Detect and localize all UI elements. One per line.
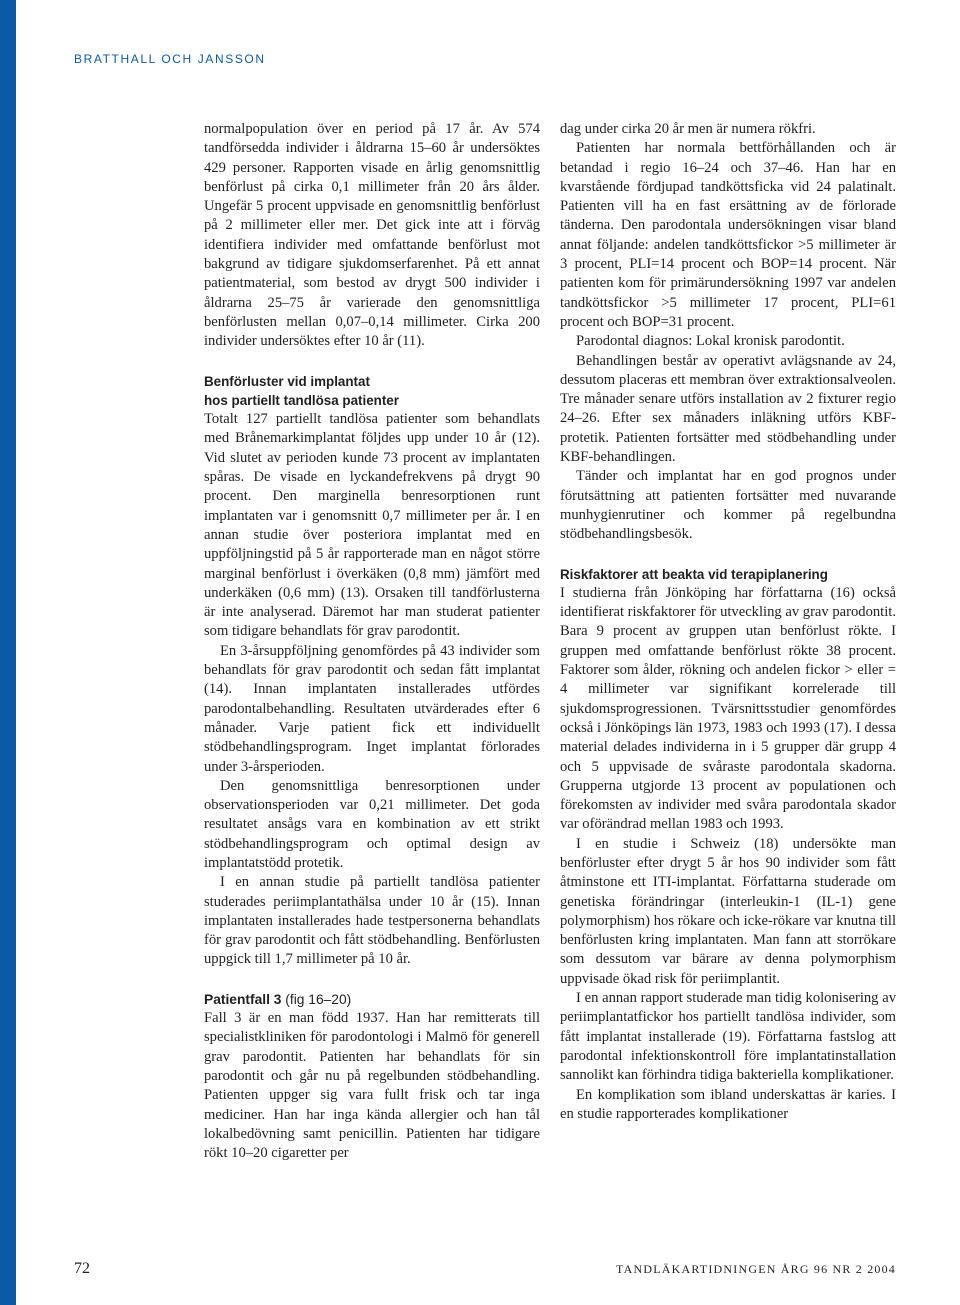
paragraph: normalpopulation över en period på 17 år. Av 574 tandförsedda individer i åldrarna 15–60 år undersöktes 429 personer. Rapporten visade en årlig genomsnittlig benförlust på cirka 0,1 millimeter från 20 års ålder. Ungefär 5 procent uppvisade en genomsnittlig benförlust på 2 millimeter eller mer. Det gick inte att i förväg identifiera individer med omfattande benförlust mot bakgrund av tidigare sjukdomserfarenhet. På ett annat patientmaterial, som bestod av drygt 500 individer i åldrarna 25–75 år varierade den genomsnittliga benförlusten mellan 0,07–0,14 millimeter. Cirka 200 individer undersöktes efter 10 år (11). bbox=[204, 121, 540, 350]
section-heading: Riskfaktorer att beakta vid terapiplanering bbox=[560, 566, 828, 582]
paragraph: En komplikation som ibland underskattas är karies. I en studie rapporterades komplikationer bbox=[560, 1086, 896, 1122]
paragraph: Patienten har normala bettförhållanden och är betandad i regio 16–24 och 37–46. Han har en kvarstående fördjupad tandköttsficka vid 24 palatinalt. Patienten vill ha en fast ersättning av de förlorade tänderna. Den parodontala undersökningen visar bland annat följande: andelen tandköttsfickor >5 millimeter är 3 procent, PLI=14 procent och BOP=14 procent. När patienten kom för primärundersökning 1997 var andelen tandköttsfickor >5 millimeter 17 procent, PLI=61 procent och BOP=31 procent. bbox=[560, 140, 896, 330]
paragraph: I studierna från Jönköping har författarna (16) också identifierat riskfaktorer för utveckling av grav parodontit. Bara 9 procent av gruppen utan benförlust rökte. I gruppen med omfattande benförlust rökte 38 procent. Faktorer som ålder, rökning och andelen fickor > eller = 4 millimeter var signifikant korrelerade till sjukdomsprogressionen. Tvärsnittsstudier genomfördes också i Jönköpings län 1973, 1983 och 1993 (17). I dessa material delades individerna in i 5 grupper där grupp 4 och 5 uppvisade de svåraste parodontala skadorna. Grupperna utgjorde 13 procent av populationen och förekomsten av individer med svåra parodontala skador var oförändrad mellan 1983 och 1993. bbox=[560, 584, 896, 833]
paragraph: En 3-årsuppföljning genomfördes på 43 individer som behandlats för grav parodontit och sedan fått implantat (14). Innan implantaten installerades utfördes parodontalbehandling. Resultaten utvärderades efter 6 månader. Varje patient fick ett individuellt stödbehandlingsprogram. Inget implantat förlorades under 3-årsperioden. bbox=[204, 642, 540, 775]
paragraph: Totalt 127 partiellt tandlösa patienter som behandlats med Brånemarkimplantat följdes upp under 10 år (12). Vid slutet av perioden kunde 73 procent av implantaten spåras. De visade en lyckandefrekvens på drygt 90 procent. Den marginella benresorptionen runt implantaten var i genomsnitt 0,7 millimeter per år. I en annan studie över posteriora implantat med en uppföljningstid på 5 år rapporterade man en något större marginal benförlust i överkäken (0,8 mm) jämfört med underkäken (0,6 mm) (13). Orsaken till tandförlusterna är inte analyserad. Däremot har man studerat patienter som tidigare behandlats för grav parodontit. bbox=[204, 411, 540, 640]
section-heading-line-2: hos partiellt tandlösa patienter bbox=[204, 392, 399, 408]
paragraph: I en annan studie på partiellt tandlösa patienter studerades periimplantathälsa under 10 år (15). Innan implantaten installerades hade testpersonerna behandlats för grav parodontit och fått stödbehandling. Benförlusten uppgick till 1,7 millimeter på 10 år. bbox=[204, 874, 540, 968]
section-heading bbox=[204, 372, 540, 411]
journal-footer: TANDLÄKARTIDNINGEN ÅRG 96 NR 2 2004 bbox=[616, 1262, 896, 1276]
section-heading-line-1: Benförluster vid implantat bbox=[204, 373, 370, 389]
paragraph: I en studie i Schweiz (18) undersökte man benförluster efter drygt 5 år hos 90 individer som fått åtminstone ett ITI-implantat. Författarna studerade om genetiska förändringar (interleukin-1 (IL-1) gene polymorphism) hos rökare och icke-rökare var knutna till benförlusten kring implantaten. Man fann att storrökare som dessutom var bärare av denna polymorphism uppvisade ökad risk för periimplantit. bbox=[560, 835, 896, 987]
case-label: Patientfall 3 bbox=[204, 991, 282, 1007]
paragraph: Den genomsnittliga benresorptionen under observationsperioden var 0,21 millimeter. Det goda resultatet ansågs vara en kombination av ett strikt stödbehandlingsprogram och optimal design av implantatstödd protetik. bbox=[204, 777, 540, 871]
edge-color-band bbox=[0, 0, 16, 1305]
paragraph: Parodontal diagnos: Lokal kronisk parodontit. bbox=[576, 333, 845, 350]
paragraph: Behandlingen består av operativt avlägsnande av 24, dessutom placeras ett membran över extraktionsalveolen. Tre månader senare utförs installation av 2 fixturer regio 24–26. Efter sex månaders inläkning utförs KBF-protetik. Patienten fortsätter med stödbehandling under KBF-behandlingen. bbox=[560, 352, 896, 466]
left-column bbox=[204, 120, 540, 1163]
page-number: 72 bbox=[74, 1260, 90, 1277]
paragraph: Fall 3 är en man född 1937. Han har remitterats till specialistkliniken för parodontologi i Malmö för generell grav parodontit. Patienten har behandlats för sin parodontit och går nu på regelbunden stödbehandling. Patienten uppger sig vara fullt frisk och tar inga mediciner. Han har inga kända allergier och han tål lokalbedövning samt penicillin. Patienten har tidigare rökt 10–20 cigaretter per bbox=[204, 1010, 540, 1162]
paragraph: I en annan rapport studerade man tidig kolonisering av periimplantatfickor hos partiellt tandlösa individer, som fått implantat installerade (19). Författarna fastslog att parodontal infektionskontroll före implantatinstallation sannolikt kan förhindra tidiga bakteriella komplikationer. bbox=[560, 990, 896, 1084]
paragraph: Tänder och implantat har en god prognos under förutsättning att patienten fortsätter med nuvarande munhygienrutiner och kommer på regelbundna stödbehandlingsbesök. bbox=[560, 468, 896, 543]
paragraph: dag under cirka 20 år men är numera rökfri. bbox=[560, 121, 816, 137]
case-figure-ref: (fig 16–20) bbox=[281, 991, 352, 1007]
right-column bbox=[560, 120, 896, 1124]
case-heading bbox=[204, 990, 540, 1009]
running-head: BRATTHALL OCH JANSSON bbox=[74, 52, 266, 66]
